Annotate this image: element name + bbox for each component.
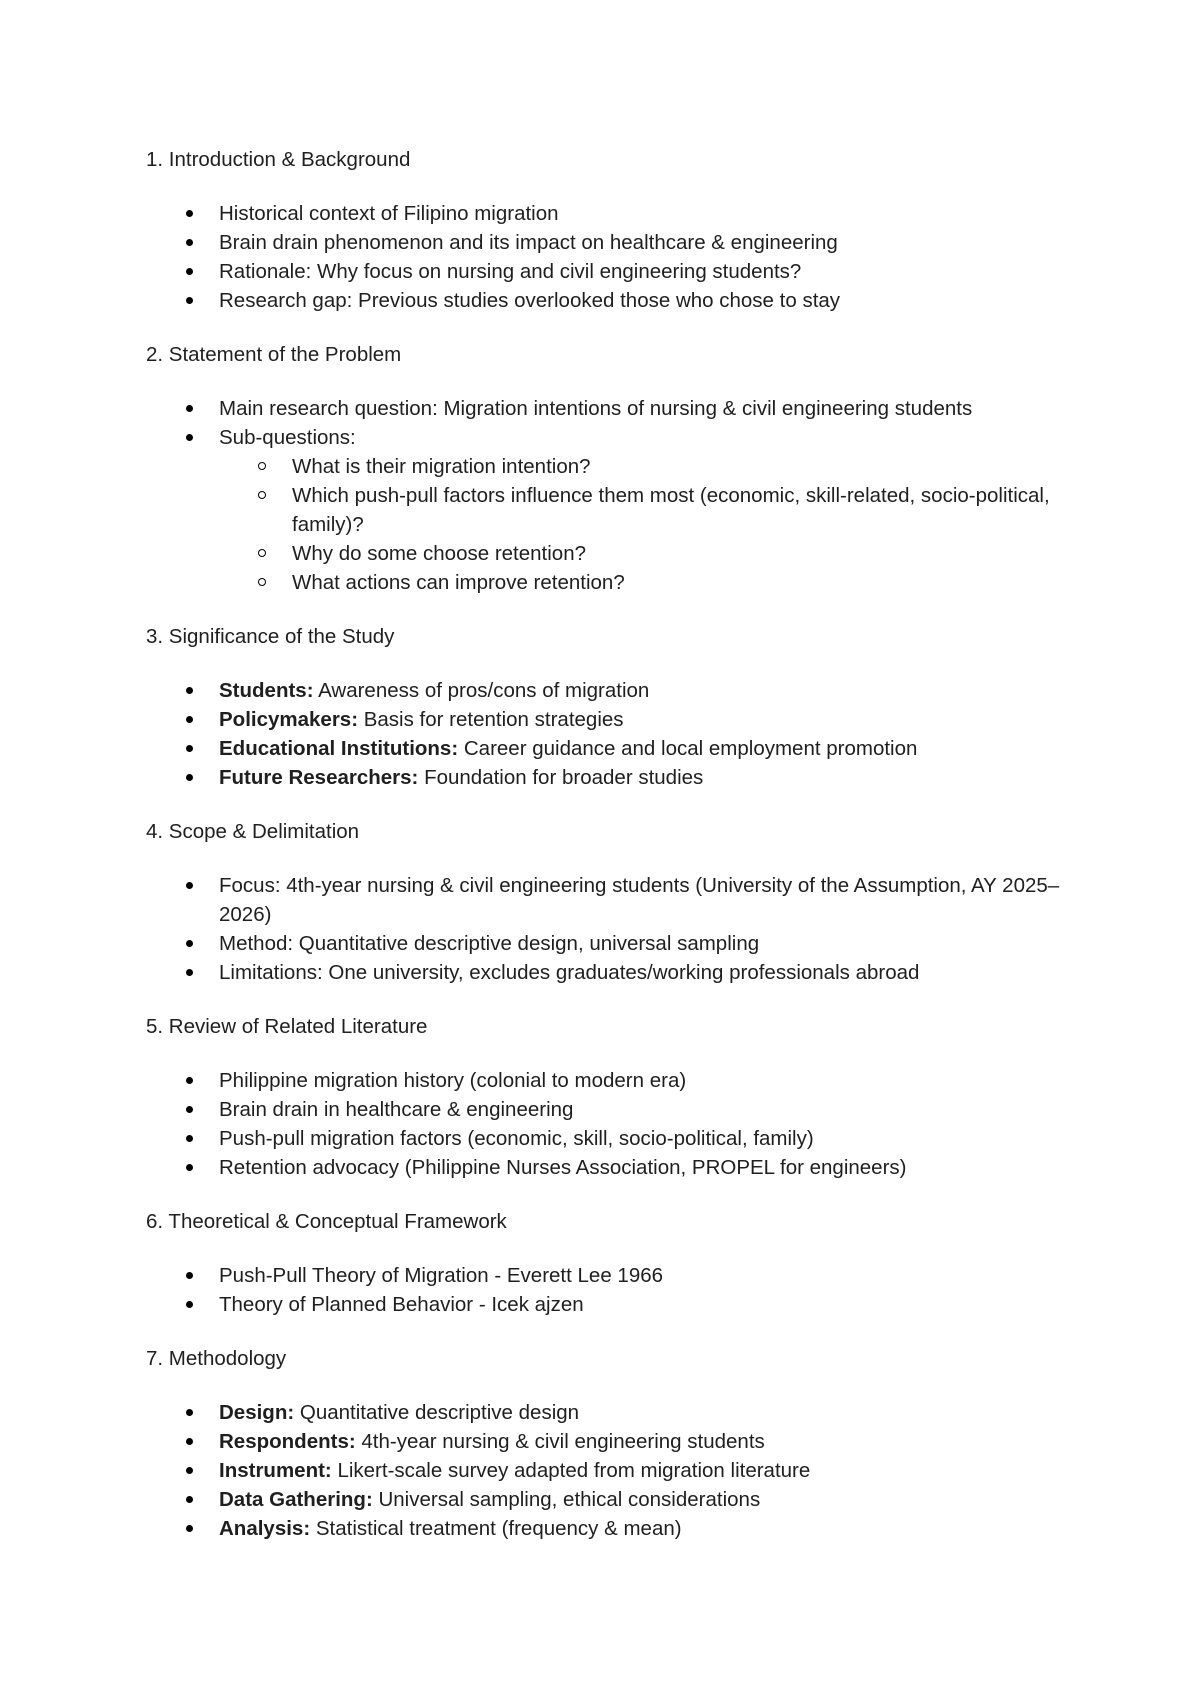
item-label: Design: (219, 1401, 295, 1424)
list-item (146, 1485, 1066, 1514)
section-heading: 7. Methodology (146, 1347, 287, 1370)
section-heading: 2. Statement of the Problem (146, 343, 402, 366)
section-heading: 3. Significance of the Study (146, 625, 395, 648)
list-item: Focus: 4th-year nursing & civil engineering students (University of the Assumption, AY 2025–2026) (146, 871, 1066, 929)
item-text: Basis for retention strategies (358, 708, 624, 731)
item-text: Quantitative descriptive design (294, 1401, 580, 1424)
item-text: Likert-scale survey adapted from migration literature (331, 1459, 811, 1482)
section-review-of-literature (146, 1012, 1066, 1182)
item-label: Students: (219, 679, 314, 702)
section-heading: 1. Introduction & Background (146, 148, 411, 171)
section-heading: 4. Scope & Delimitation (146, 820, 360, 843)
item-label: Future Researchers: (219, 766, 419, 789)
section-introduction (146, 145, 1066, 315)
document-content (146, 145, 1066, 1543)
list-item (146, 734, 1066, 763)
list-item (146, 676, 1066, 705)
list-item: Rationale: Why focus on nursing and civil engineering students? (146, 257, 1066, 286)
item-text: Universal sampling, ethical considerations (372, 1488, 761, 1511)
bullet-list (146, 1398, 1066, 1543)
list-item: Method: Quantitative descriptive design, universal sampling (146, 929, 1066, 958)
sub-list-item: What actions can improve retention? (146, 568, 1066, 597)
item-text: Career guidance and local employment promotion (458, 737, 918, 760)
sub-list-item: Why do some choose retention? (146, 539, 1066, 568)
list-item: Theory of Planned Behavior - Icek ajzen (146, 1290, 1066, 1319)
list-item-subquestions (146, 423, 1066, 597)
list-item: Push-pull migration factors (economic, skill, socio-political, family) (146, 1124, 1066, 1153)
list-item: Brain drain phenomenon and its impact on healthcare & engineering (146, 228, 1066, 257)
section-significance (146, 622, 1066, 792)
section-framework (146, 1207, 1066, 1319)
list-item-label: Sub-questions: (219, 426, 356, 449)
item-text: Foundation for broader studies (418, 766, 704, 789)
item-text: Statistical treatment (frequency & mean) (310, 1517, 682, 1540)
list-item (146, 705, 1066, 734)
list-item (146, 1514, 1066, 1543)
section-statement-of-problem (146, 340, 1066, 597)
bullet-list (146, 871, 1066, 987)
list-item: Main research question: Migration intentions of nursing & civil engineering students (146, 394, 1066, 423)
list-item (146, 763, 1066, 792)
item-label: Data Gathering: (219, 1488, 373, 1511)
bullet-list (146, 1261, 1066, 1319)
item-label: Respondents: (219, 1430, 356, 1453)
list-item: Research gap: Previous studies overlooked those who chose to stay (146, 286, 1066, 315)
list-item: Philippine migration history (colonial to modern era) (146, 1066, 1066, 1095)
list-item (146, 1398, 1066, 1427)
sub-bullet-list (219, 452, 1066, 597)
list-item: Brain drain in healthcare & engineering (146, 1095, 1066, 1124)
list-item (146, 1456, 1066, 1485)
bullet-list (146, 1066, 1066, 1182)
section-methodology (146, 1344, 1066, 1543)
sub-list-item: What is their migration intention? (146, 452, 1066, 481)
list-item: Retention advocacy (Philippine Nurses Association, PROPEL for engineers) (146, 1153, 1066, 1182)
bullet-list (146, 394, 1066, 597)
list-item (146, 1427, 1066, 1456)
list-item: Push-Pull Theory of Migration - Everett Lee 1966 (146, 1261, 1066, 1290)
section-heading: 5. Review of Related Literature (146, 1015, 428, 1038)
item-text: 4th-year nursing & civil engineering students (355, 1430, 765, 1453)
item-label: Educational Institutions: (219, 737, 459, 760)
section-scope (146, 817, 1066, 987)
item-label: Analysis: (219, 1517, 311, 1540)
sub-list-item: Which push-pull factors influence them most (economic, skill-related, socio-political, family)? (146, 481, 1066, 539)
bullet-list (146, 199, 1066, 315)
item-text: Awareness of pros/cons of migration (313, 679, 650, 702)
bullet-list (146, 676, 1066, 792)
item-label: Policymakers: (219, 708, 359, 731)
list-item: Limitations: One university, excludes graduates/working professionals abroad (146, 958, 1066, 987)
section-heading: 6. Theoretical & Conceptual Framework (146, 1210, 507, 1233)
list-item: Historical context of Filipino migration (146, 199, 1066, 228)
item-label: Instrument: (219, 1459, 332, 1482)
